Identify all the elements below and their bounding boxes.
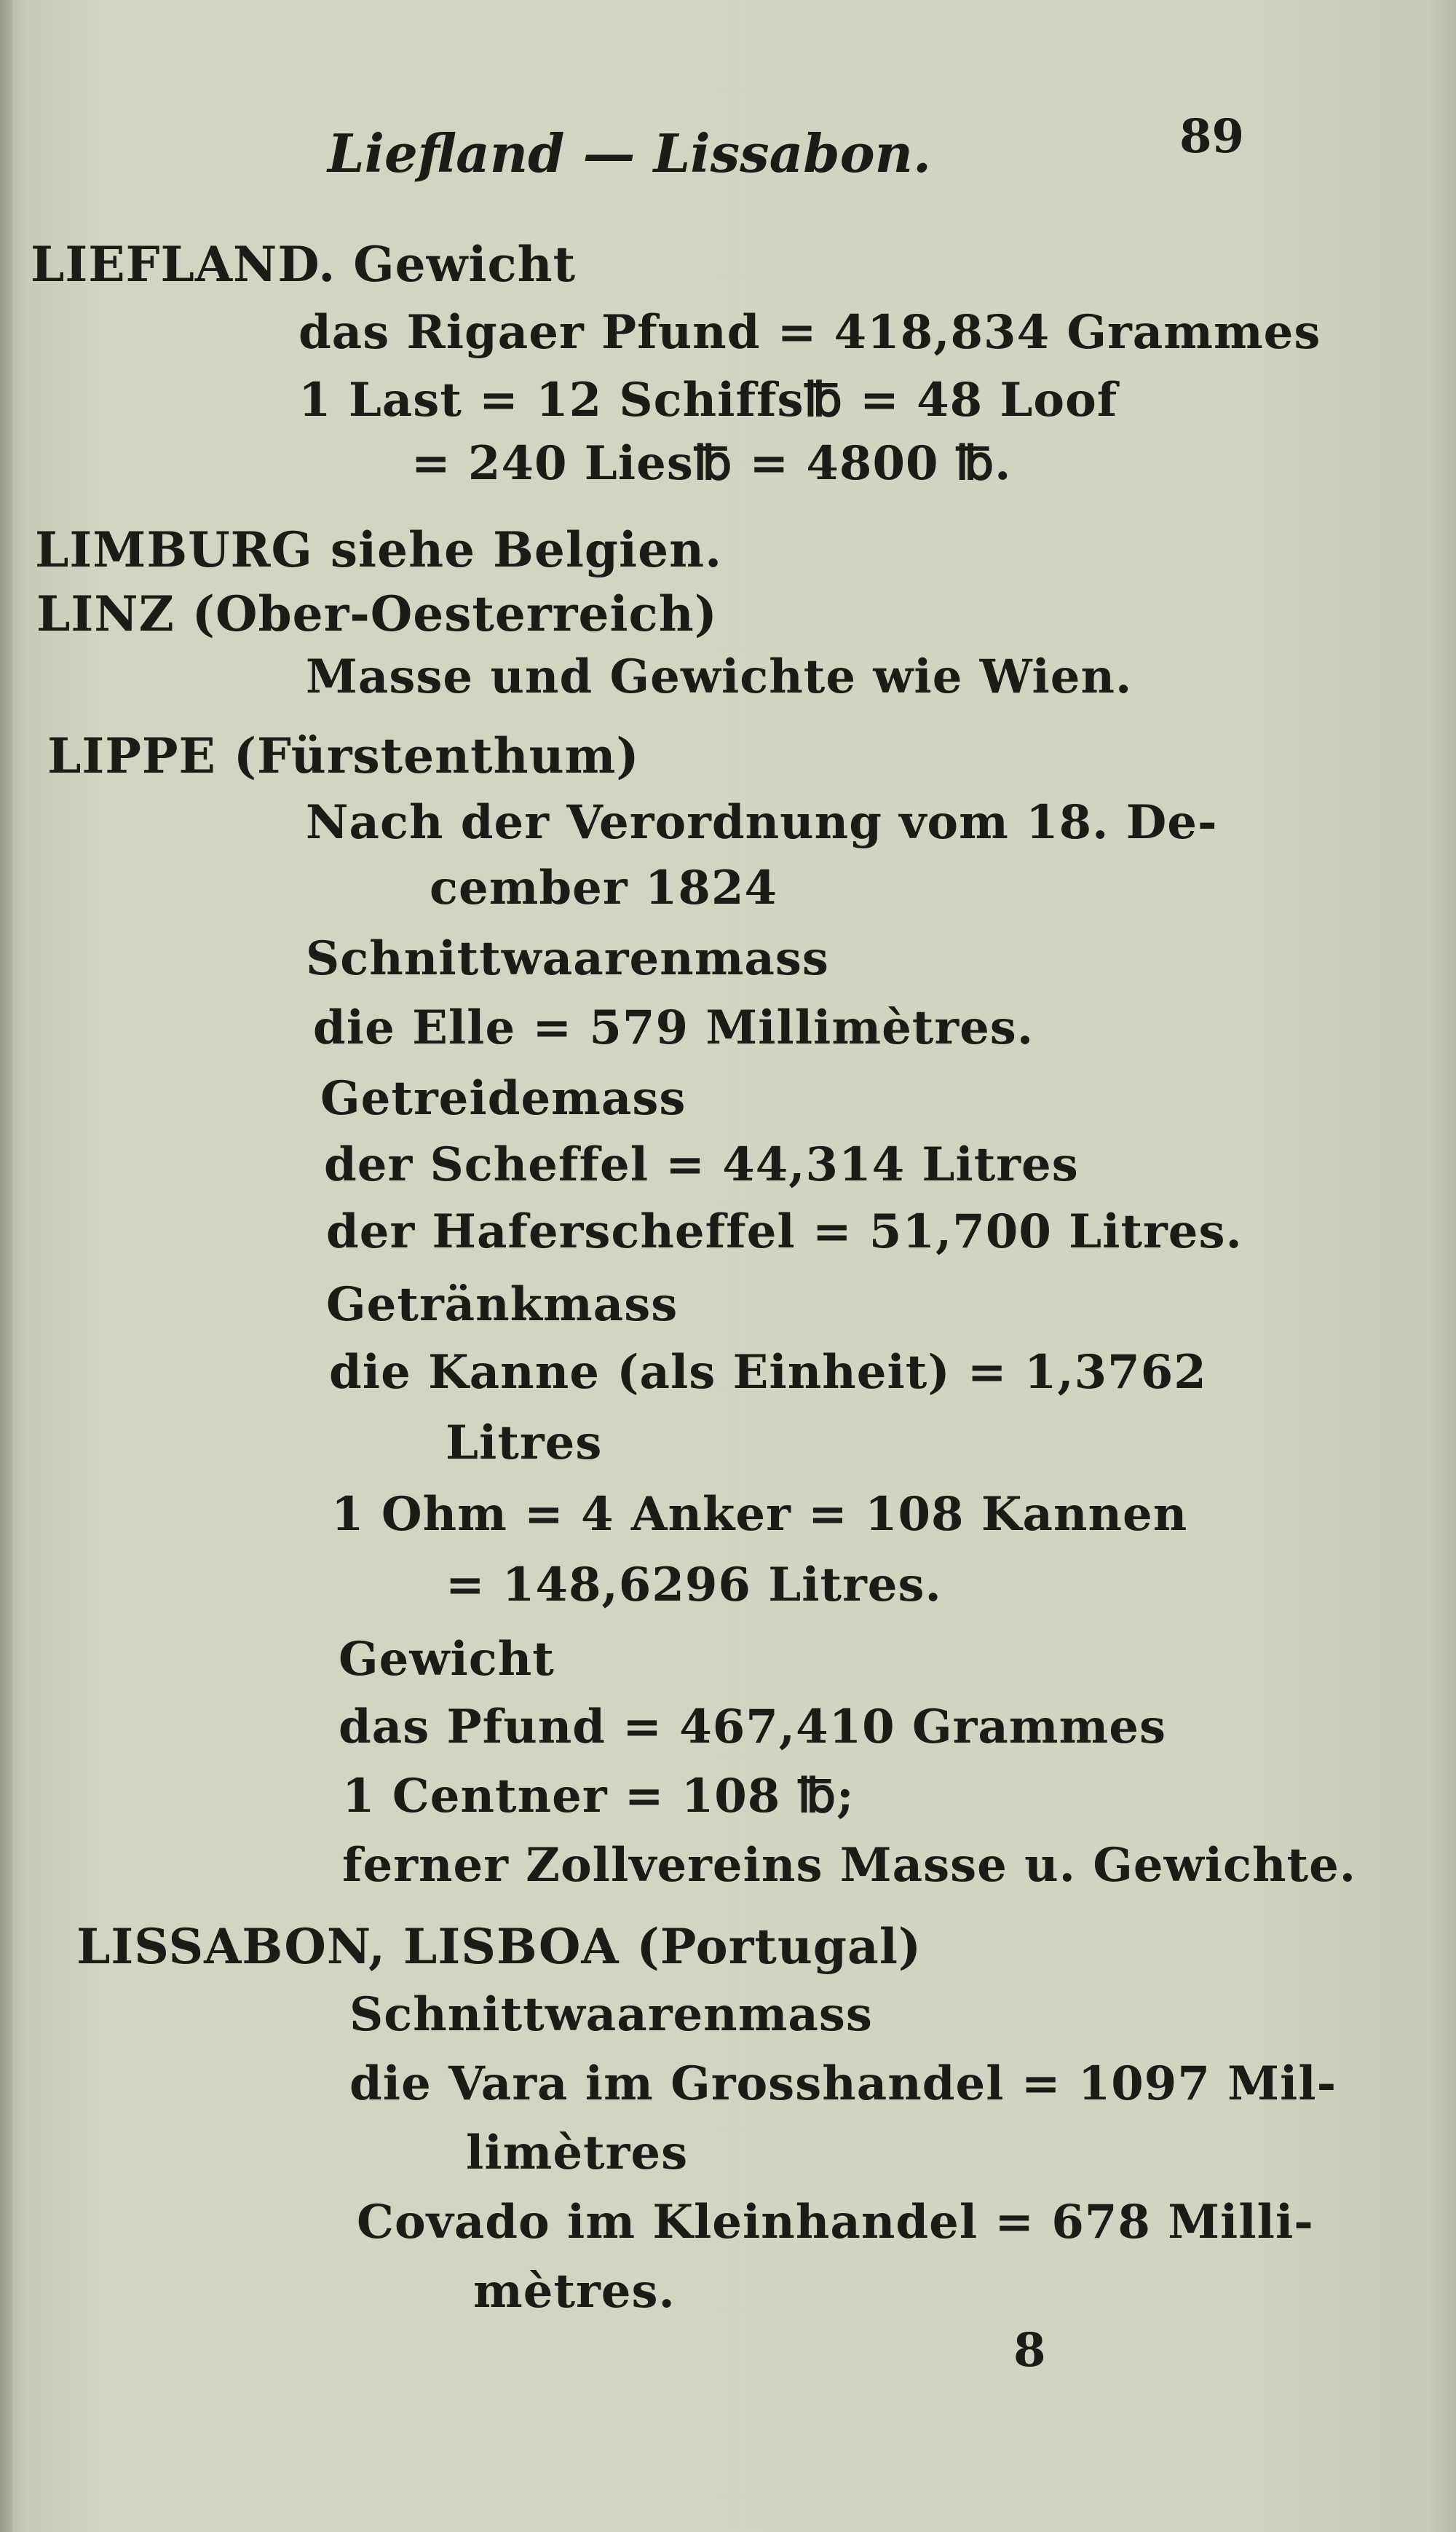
entry-heading-lissabon: LISSABON, LISBOA (Portugal)	[76, 1918, 922, 1975]
entry-line: das Pfund = 467,410 Grammes	[339, 1700, 1166, 1754]
section-label: Getränkmass	[326, 1277, 678, 1332]
entry-line: die Vara im Grosshandel = 1097 Mil-	[349, 2056, 1337, 2111]
entry-line: Nach der Verordnung vom 18. De-	[306, 795, 1218, 850]
entry-heading-linz: LINZ (Ober-Oesterreich)	[36, 585, 718, 642]
entry-line: Masse und Gewichte wie Wien.	[306, 650, 1133, 704]
section-label: Schnittwaarenmass	[306, 931, 829, 986]
entry-line: mètres.	[473, 2264, 676, 2319]
entry-line: der Scheffel = 44,314 Litres	[324, 1137, 1079, 1192]
entry-line: die Elle = 579 Millimètres.	[313, 1001, 1034, 1055]
entry-line: Litres	[446, 1416, 603, 1470]
entry-line: cember 1824	[430, 861, 778, 915]
entry-line: das Rigaer Pfund = 418,834 Grammes	[298, 305, 1321, 360]
entry-heading-limburg: LIMBURG siehe Belgien.	[35, 521, 723, 578]
entry-line: 1 Centner = 108 ℔;	[342, 1769, 855, 1823]
running-title: Liefland — Lissabon.	[328, 122, 932, 184]
section-label: Gewicht	[339, 1632, 555, 1687]
signature-mark: 8	[1013, 2323, 1046, 2378]
entry-line: 1 Ohm = 4 Anker = 108 Kannen	[331, 1487, 1188, 1542]
entry-heading-liefland: LIEFLAND. Gewicht	[31, 236, 577, 293]
page-spine-shadow	[0, 0, 13, 2532]
entry-line: die Kanne (als Einheit) = 1,3762	[329, 1345, 1207, 1400]
section-label: Getreidemass	[320, 1071, 687, 1126]
entry-line: limètres	[466, 2126, 689, 2180]
page-number: 89	[1179, 109, 1245, 164]
entry-line: 1 Last = 12 Schiffs℔ = 48 Loof	[298, 373, 1118, 427]
entry-line: = 240 Lies℔ = 4800 ℔.	[411, 436, 1012, 491]
entry-line: Covado im Kleinhandel = 678 Milli-	[357, 2195, 1314, 2249]
entry-line: = 148,6296 Litres.	[446, 1558, 942, 1612]
entry-heading-lippe: LIPPE (Fürstenthum)	[47, 727, 640, 784]
entry-line: ferner Zollvereins Masse u. Gewichte.	[342, 1838, 1357, 1893]
section-label: Schnittwaarenmass	[349, 1987, 873, 2042]
entry-line: der Haferscheffel = 51,700 Litres.	[326, 1204, 1243, 1259]
